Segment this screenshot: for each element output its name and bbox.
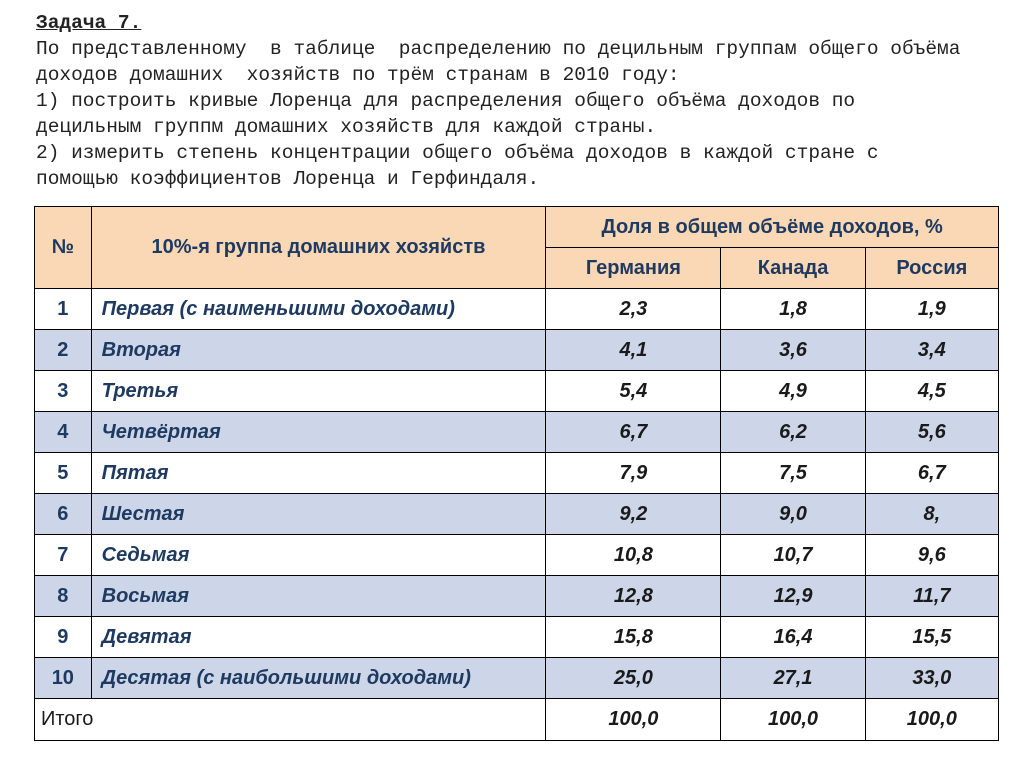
task-line: помощью коэффициентов Лоренца и Герфиндаля.: [36, 168, 540, 190]
table-row: [35, 412, 999, 453]
cell-germany: 15,8: [546, 617, 721, 658]
task-text: [36, 10, 1006, 192]
row-num: 1: [35, 289, 92, 330]
row-group-name: Седьмая: [91, 535, 546, 576]
cell-germany: 5,4: [546, 371, 721, 412]
header-russia: Россия: [865, 248, 998, 289]
row-group-name: Четвёртая: [91, 412, 546, 453]
cell-germany: 4,1: [546, 330, 721, 371]
cell-canada: 9,0: [721, 494, 865, 535]
row-num: 8: [35, 576, 92, 617]
cell-canada: 1,8: [721, 289, 865, 330]
cell-russia: 6,7: [865, 453, 998, 494]
row-num: 5: [35, 453, 92, 494]
cell-russia: 3,4: [865, 330, 998, 371]
cell-russia: 8,: [865, 494, 998, 535]
row-num: 10: [35, 658, 92, 699]
task-line: 1) построить кривые Лоренца для распределения общего объёма доходов по: [36, 90, 856, 112]
row-num: 3: [35, 371, 92, 412]
cell-germany: 10,8: [546, 535, 721, 576]
header-canada: Канада: [721, 248, 865, 289]
cell-germany: 2,3: [546, 289, 721, 330]
cell-canada: 12,9: [721, 576, 865, 617]
cell-germany: 25,0: [546, 658, 721, 699]
task-line: доходов домашних хозяйств по трём странам в 2010 году:: [36, 64, 680, 86]
row-group-name: Восьмая: [91, 576, 546, 617]
total-russia: 100,0: [865, 699, 998, 741]
cell-russia: 33,0: [865, 658, 998, 699]
row-num: 6: [35, 494, 92, 535]
row-group-name: Первая (с наименьшими доходами): [91, 289, 546, 330]
cell-germany: 6,7: [546, 412, 721, 453]
cell-russia: 5,6: [865, 412, 998, 453]
table-row: [35, 494, 999, 535]
row-num: 4: [35, 412, 92, 453]
table-row: [35, 658, 999, 699]
row-group-name: Десятая (с наибольшими доходами): [91, 658, 546, 699]
header-group: 10%-я группа домашних хозяйств: [91, 207, 546, 289]
header-num: №: [35, 207, 92, 289]
cell-canada: 3,6: [721, 330, 865, 371]
table-row: [35, 371, 999, 412]
cell-canada: 6,2: [721, 412, 865, 453]
task-title: Задача 7.: [36, 12, 142, 34]
row-group-name: Девятая: [91, 617, 546, 658]
row-num: 7: [35, 535, 92, 576]
cell-russia: 4,5: [865, 371, 998, 412]
table-row: [35, 535, 999, 576]
header-germany: Германия: [546, 248, 721, 289]
cell-russia: 11,7: [865, 576, 998, 617]
task-line: децильным группм домашних хозяйств для каждой страны.: [36, 116, 657, 138]
cell-canada: 4,9: [721, 371, 865, 412]
cell-russia: 15,5: [865, 617, 998, 658]
row-num: 9: [35, 617, 92, 658]
task-line: 2) измерить степень концентрации общего объёма доходов в каждой стране с: [36, 142, 879, 164]
table-row: [35, 576, 999, 617]
cell-canada: 10,7: [721, 535, 865, 576]
row-group-name: Шестая: [91, 494, 546, 535]
cell-russia: 1,9: [865, 289, 998, 330]
table-row: [35, 453, 999, 494]
cell-russia: 9,6: [865, 535, 998, 576]
table-row: [35, 289, 999, 330]
total-canada: 100,0: [721, 699, 865, 741]
cell-canada: 27,1: [721, 658, 865, 699]
table-row: [35, 330, 999, 371]
row-group-name: Третья: [91, 371, 546, 412]
cell-germany: 9,2: [546, 494, 721, 535]
total-row: [35, 699, 999, 741]
header-share: Доля в общем объёме доходов, %: [546, 207, 999, 248]
total-label: Итого: [35, 699, 546, 741]
cell-germany: 7,9: [546, 453, 721, 494]
task-line: По представленному в таблице распределению по децильным группам общего объёма: [36, 38, 961, 60]
table-row: [35, 617, 999, 658]
row-group-name: Пятая: [91, 453, 546, 494]
cell-canada: 16,4: [721, 617, 865, 658]
cell-canada: 7,5: [721, 453, 865, 494]
row-num: 2: [35, 330, 92, 371]
total-germany: 100,0: [546, 699, 721, 741]
row-group-name: Вторая: [91, 330, 546, 371]
income-share-table: [34, 206, 999, 741]
cell-germany: 12,8: [546, 576, 721, 617]
